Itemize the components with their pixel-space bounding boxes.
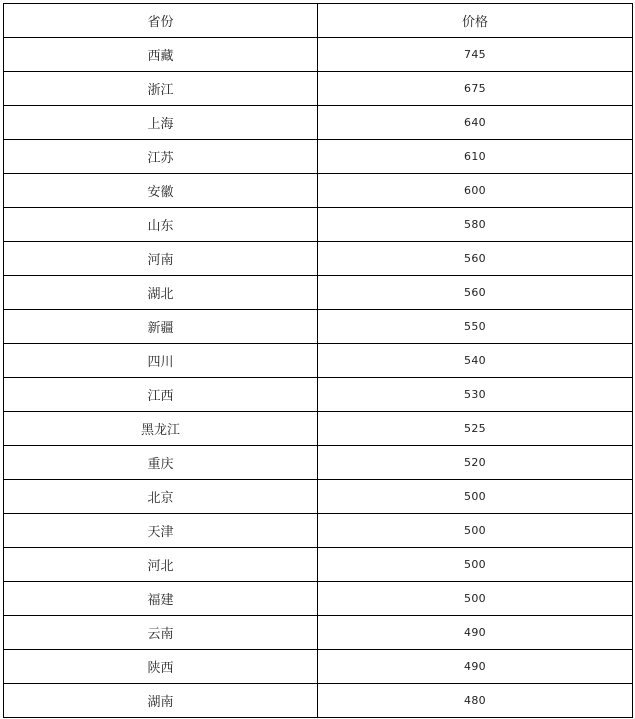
table-row (4, 208, 633, 242)
province-price-table (3, 3, 633, 718)
table-row (4, 310, 633, 344)
province-cell: 黑龙江 (4, 412, 318, 446)
province-cell: 云南 (4, 616, 318, 650)
price-cell: 600 (318, 174, 633, 208)
province-cell: 上海 (4, 106, 318, 140)
price-cell: 480 (318, 684, 633, 718)
table-row (4, 446, 633, 480)
province-cell: 新疆 (4, 310, 318, 344)
table-row (4, 582, 633, 616)
table-row (4, 72, 633, 106)
price-cell: 560 (318, 276, 633, 310)
table-row (4, 276, 633, 310)
province-cell: 陕西 (4, 650, 318, 684)
province-cell: 湖北 (4, 276, 318, 310)
province-cell: 江苏 (4, 140, 318, 174)
province-cell: 安徽 (4, 174, 318, 208)
province-cell: 北京 (4, 480, 318, 514)
province-cell: 福建 (4, 582, 318, 616)
table-row (4, 174, 633, 208)
price-cell: 550 (318, 310, 633, 344)
price-cell: 500 (318, 514, 633, 548)
table-row (4, 140, 633, 174)
table-header-row (4, 4, 633, 38)
price-cell: 525 (318, 412, 633, 446)
price-cell: 520 (318, 446, 633, 480)
table-row (4, 106, 633, 140)
province-cell: 西藏 (4, 38, 318, 72)
price-table-container (3, 3, 632, 718)
price-cell: 500 (318, 548, 633, 582)
table-row (4, 412, 633, 446)
price-cell: 675 (318, 72, 633, 106)
province-cell: 四川 (4, 344, 318, 378)
table-row (4, 242, 633, 276)
table-row (4, 344, 633, 378)
table-row (4, 650, 633, 684)
price-cell: 610 (318, 140, 633, 174)
price-cell: 500 (318, 480, 633, 514)
province-cell: 江西 (4, 378, 318, 412)
price-cell: 490 (318, 650, 633, 684)
price-cell: 560 (318, 242, 633, 276)
price-cell: 500 (318, 582, 633, 616)
price-cell: 540 (318, 344, 633, 378)
table-row (4, 548, 633, 582)
province-cell: 河南 (4, 242, 318, 276)
price-cell: 745 (318, 38, 633, 72)
province-cell: 山东 (4, 208, 318, 242)
header-province: 省份 (4, 4, 318, 38)
province-cell: 重庆 (4, 446, 318, 480)
price-cell: 530 (318, 378, 633, 412)
table-row (4, 38, 633, 72)
table-row (4, 684, 633, 718)
province-cell: 河北 (4, 548, 318, 582)
table-row (4, 514, 633, 548)
province-cell: 天津 (4, 514, 318, 548)
price-cell: 490 (318, 616, 633, 650)
table-row (4, 480, 633, 514)
price-cell: 580 (318, 208, 633, 242)
header-price: 价格 (318, 4, 633, 38)
price-cell: 640 (318, 106, 633, 140)
province-cell: 浙江 (4, 72, 318, 106)
table-row (4, 616, 633, 650)
table-row (4, 378, 633, 412)
province-cell: 湖南 (4, 684, 318, 718)
